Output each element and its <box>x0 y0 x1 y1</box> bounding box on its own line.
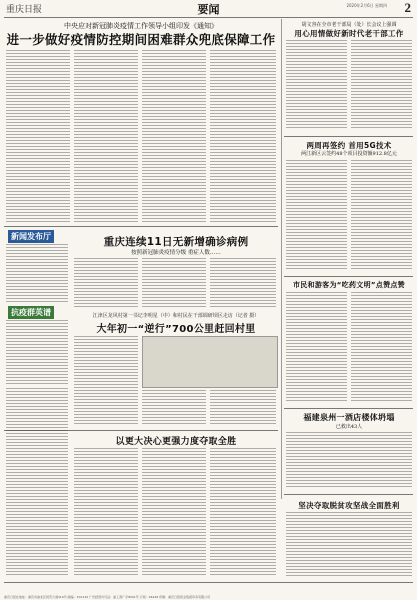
section-title: 要闻 <box>197 3 220 16</box>
column-tag-news: 新闻发布厅 <box>8 230 54 243</box>
feature-photo <box>142 336 278 388</box>
issue-date: 2020年2月6日 星期四 <box>346 3 387 8</box>
footer-info: 重庆日报社地址：重庆市渝北区同茂大道416号 邮编：401120 广告经营许可证：渝工商广字8001号 订阅：96128 印刷：重庆日报报业集团印务有限公司 <box>4 595 211 599</box>
right-mid-rule <box>284 136 413 137</box>
right-mid-sub: 两江新区云签约48个项目投资额912.8亿元 <box>301 151 397 157</box>
footer-rule <box>4 582 413 583</box>
right-lower-headline: 市民和游客为“吃药文明”点赞点赞 <box>292 281 405 289</box>
newspaper-logo: 重庆日报 <box>6 5 43 15</box>
center-body-a <box>74 258 138 308</box>
feature-body-c <box>210 390 276 426</box>
page-number: 2 <box>404 0 411 15</box>
bottom-center-headline: 以更大决心更强力度夺取全胜 <box>115 437 237 447</box>
lead-body-col4 <box>210 50 276 222</box>
column-divider <box>281 19 282 499</box>
lead-body-col3 <box>142 50 206 222</box>
bottom-right-headline: 坚决夺取脱贫攻坚战全面胜利 <box>298 501 400 510</box>
right-lower-body-b <box>351 292 412 402</box>
right-top-kicker: 胡文容在全市老干部局（处）长会议上强调 <box>301 22 397 28</box>
bottom-center-body-a <box>74 448 138 576</box>
quanzhou-body <box>286 432 412 488</box>
feature-body-b <box>142 390 206 426</box>
column-tag-heroes: 抗疫群英谱 <box>8 306 54 319</box>
news-column-body <box>6 244 68 304</box>
right-top-body-b <box>351 40 412 130</box>
center-sub: 按照新冠肺炎疫情分级 重症人数…… <box>131 250 221 256</box>
right-mid-body-b <box>351 160 412 270</box>
right-mid-body-a <box>286 160 347 270</box>
quanzhou-headline: 福建泉州一酒店楼体坍塌 <box>303 413 395 422</box>
bottom-right-body <box>286 512 412 576</box>
quanzhou-sub: 已救出43人 <box>335 424 363 430</box>
heroes-column-body <box>6 320 68 384</box>
lead-kicker: 中央应对新冠肺炎疫情工作领导小组印发《通知》 <box>64 22 218 30</box>
center-body-c <box>210 258 276 308</box>
right-top-headline: 用心用情做好新时代老干部工作 <box>294 29 404 38</box>
bottom-center-body-c <box>210 448 276 576</box>
right-lower-body-a <box>286 292 347 402</box>
feature-body-a <box>74 336 138 426</box>
right-lower-rule <box>284 276 413 277</box>
quanzhou-rule <box>284 408 413 409</box>
center-body-b <box>142 258 206 308</box>
bottom-center-body-b <box>142 448 206 576</box>
right-top-body-a <box>286 40 347 130</box>
feature-headline: 大年初一“逆行”700公里赶回村里 <box>96 324 256 335</box>
masthead-rule <box>4 17 413 18</box>
right-mid-headline: 两周再签约 首用5G技术 <box>306 141 392 150</box>
lead-body-col2 <box>74 50 138 222</box>
left-bottom-body <box>6 388 68 576</box>
mid-rule <box>4 226 278 227</box>
lead-body-col1 <box>6 50 70 222</box>
center-headline: 重庆连续11日无新增确诊病例 <box>103 236 249 248</box>
bottom-right-rule <box>284 494 413 495</box>
lead-headline: 进一步做好疫情防控期间困难群众兜底保障工作 <box>6 32 276 47</box>
feature-kicker: 江津区龙风村第一书记李明星（中）和村民在干部调研坝区走访（记者 摄） <box>92 313 260 319</box>
